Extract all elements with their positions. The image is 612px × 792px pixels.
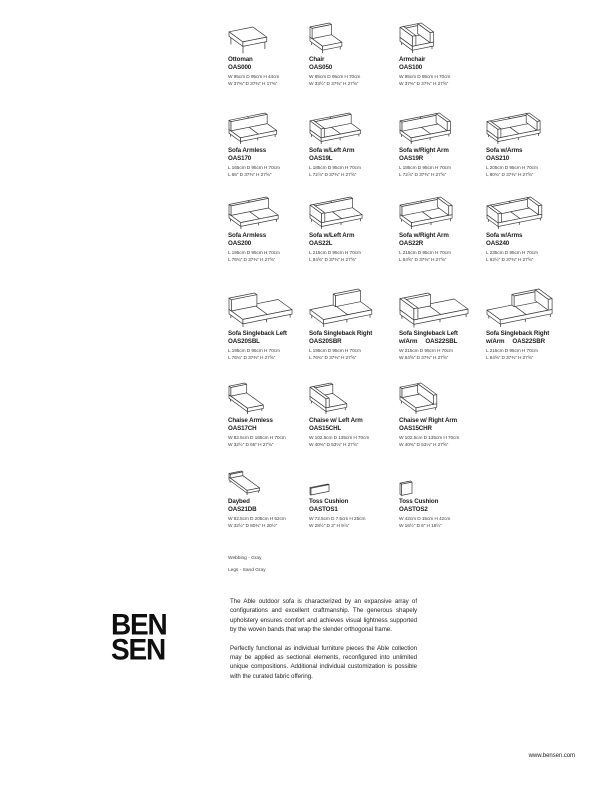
- product-code: OAS17CH: [228, 425, 257, 432]
- product-cell-OAS240: [486, 196, 568, 265]
- cushion-flat-drawing-icon: [309, 483, 330, 496]
- logo-line-2: SEN: [111, 632, 165, 666]
- product-code: OAS19L: [309, 155, 333, 162]
- product-name: Armchair: [399, 56, 426, 63]
- chair-drawing-icon: [309, 22, 343, 54]
- product-dimensions-imperial: L 80¾" D 37⅜" H 27⅝": [486, 173, 534, 179]
- product-name: Sofa w/Right Arm: [399, 147, 449, 154]
- product-dimensions-imperial: L 76¾" D 37⅜" H 27⅝": [228, 356, 276, 362]
- product-cell-OAS22R: [399, 196, 481, 265]
- product-dimensions-metric: L 215cm D 95cm H 70cm: [309, 250, 361, 256]
- collection-description: [230, 597, 417, 690]
- product-code: OAS15CHL: [309, 425, 342, 432]
- product-dimensions-metric: W 72.5cm D 7.5cm H 25cm: [309, 516, 366, 522]
- product-cell-OAS22SBR: [486, 288, 568, 363]
- product-dimensions-metric: L 235cm D 95cm H 70cm: [486, 250, 538, 256]
- product-dimensions-metric: L 195cm D 95cm H 70cm: [309, 348, 361, 354]
- product-drawing: [486, 196, 568, 232]
- ottoman-drawing-icon: [228, 26, 268, 54]
- product-drawing: [309, 112, 391, 147]
- product-name: Sofa w/Left Arm: [309, 147, 355, 154]
- product-dimensions-imperial: L 76¾" D 37⅜" H 27⅝": [309, 356, 357, 362]
- product-dimensions-metric: W 102.5cm D 135cm H 70cm: [309, 435, 370, 441]
- product-dimensions-metric: W 102.5cm D 135cm H 70cm: [399, 435, 460, 441]
- product-code: OAS19R: [399, 155, 424, 162]
- product-cell-OAS170: [228, 112, 310, 180]
- product-drawing: [486, 112, 568, 147]
- product-code: OAS15CHR: [399, 425, 432, 432]
- product-code: OAS22SBR: [512, 338, 545, 345]
- product-subname-label: w/Arm: [399, 338, 418, 345]
- product-cell-OAS15CHR: [399, 382, 481, 450]
- product-cell-OAS20SBL: [228, 288, 310, 363]
- product-dimensions-imperial: W 40⅜" D 53⅛" H 27⅝": [399, 443, 449, 449]
- product-dimensions-metric: L 195cm D 95cm H 70cm: [228, 250, 280, 256]
- sofa-left-arm-drawing-icon: [309, 112, 361, 145]
- product-name: Sofa Singleback Right: [309, 330, 373, 337]
- product-drawing: [228, 112, 310, 147]
- product-dimensions-metric: L 215cm D 95cm H 70cm: [486, 348, 538, 354]
- product-cell-OAS20SBR: [309, 288, 391, 363]
- product-drawing: [309, 382, 391, 417]
- sofa-left-arm-drawing-icon: [309, 196, 363, 230]
- product-drawing: [228, 288, 310, 330]
- singleback-left-drawing-icon: [228, 292, 293, 328]
- product-dimensions-metric: W 85cm D 95cm H 70cm: [309, 74, 361, 80]
- product-cell-OAS15CHL: [309, 382, 391, 450]
- product-code: OAS22R: [399, 240, 424, 247]
- sofa-armless-drawing-icon: [228, 196, 279, 230]
- product-name: Sofa w/Right Arm: [399, 232, 449, 239]
- product-drawing: [309, 22, 391, 56]
- cushion-square-drawing-icon: [399, 480, 413, 496]
- product-dimensions-imperial: L 76¾" D 37⅜" H 27⅝": [228, 258, 276, 264]
- product-drawing: [399, 22, 481, 56]
- product-dimensions-metric: W 82.5cm D 165cm H 70cm: [228, 435, 286, 441]
- product-drawing: [399, 112, 481, 147]
- product-code: OAS20SBR: [309, 338, 342, 345]
- sofa-arms-drawing-icon: [486, 196, 543, 230]
- product-dimensions-metric: L 205cm D 95cm H 70cm: [486, 165, 538, 171]
- product-dimensions-imperial: W 32½" D 80¾" H 20½": [228, 524, 278, 530]
- product-dimensions-imperial: W 37⅜" D 37⅜" H 27⅝": [399, 82, 449, 88]
- product-dimensions-metric: W 95cm D 95cm H 44cm: [228, 74, 280, 80]
- product-cell-OAS200: [228, 196, 310, 265]
- product-name: Chair: [309, 56, 325, 63]
- sofa-right-arm-drawing-icon: [399, 112, 451, 145]
- product-dimensions-imperial: W 37⅜" D 37⅜" H 17⅜": [228, 82, 278, 88]
- product-name: Sofa Armless: [228, 232, 267, 239]
- product-cell-OASTOS1: [309, 470, 391, 531]
- product-dimensions-metric: L 165cm D 95cm H 70cm: [228, 165, 280, 171]
- description-paragraph-1: The Able outdoor sofa is characterized by an expansive array of configurations and excellent craftmanship. The generous shapely upholstery ensures comfort and achieves visual lightness supported by the woven bands that wrap the slender orthogonal frame.: [230, 598, 417, 633]
- product-name: Chaise w/ Left Arm: [309, 417, 363, 424]
- product-dimensions-imperial: W 32½" D 65" H 27⅝": [228, 443, 274, 449]
- product-code: OASTOS1: [309, 506, 338, 513]
- product-dimensions-imperial: L 92½" D 37⅜" H 27⅝": [486, 258, 534, 264]
- product-dimensions-metric: W 42cm D 15cm H 42cm: [399, 516, 451, 522]
- product-code: OAS170: [228, 155, 252, 162]
- product-cell-OAS050: [309, 22, 391, 89]
- product-code: OAS200: [228, 240, 252, 247]
- product-drawing: [309, 288, 391, 330]
- product-name: Sofa Singleback Left: [399, 330, 458, 337]
- product-name: Sofa Singleback Right: [486, 330, 550, 337]
- product-code: OAS000: [228, 64, 252, 71]
- product-code: OAS20SBL: [228, 338, 260, 345]
- description-paragraph-2: Perfectly functional as individual furniture pieces the Able collection may be applied as sectional elements, reconfigured into unlimited unique compositions. Additional individual customization is possible with the curated fabric offering.: [230, 644, 417, 680]
- product-name: Toss Cushion: [399, 498, 439, 505]
- product-name: Sofa w/Arms: [486, 147, 523, 154]
- singleback-right-arm-drawing-icon: [486, 288, 553, 328]
- product-name: Chaise w/ Right Arm: [399, 417, 458, 424]
- product-name: Sofa w/Left Arm: [309, 232, 355, 239]
- product-dimensions-metric: W 215cm D 95cm H 70cm: [399, 348, 453, 354]
- product-drawing: [228, 382, 310, 417]
- product-name: Chaise Armless: [228, 417, 273, 424]
- product-dimensions-imperial: L 65" D 37⅜" H 27⅝": [228, 173, 272, 179]
- product-name: Daybed: [228, 498, 250, 505]
- product-cell-OAS21DB: [228, 470, 310, 531]
- product-dimensions-metric: L 185cm D 95cm H 70cm: [399, 165, 451, 171]
- product-drawing: [399, 470, 481, 498]
- product-drawing: [228, 196, 310, 232]
- sofa-right-arm-drawing-icon: [399, 196, 453, 230]
- product-code: OAS21DB: [228, 506, 257, 513]
- product-cell-OAS17CH: [228, 382, 310, 450]
- sofa-arms-drawing-icon: [486, 112, 541, 145]
- product-code: OAS22L: [309, 240, 333, 247]
- chaise-right-arm-drawing-icon: [399, 382, 438, 415]
- armchair-drawing-icon: [399, 22, 435, 54]
- chaise-drawing-icon: [228, 382, 264, 415]
- bensen-logo: [111, 607, 167, 666]
- product-dimensions-imperial: W 84⅝" D 37⅜" H 27⅝": [399, 356, 449, 362]
- product-subname: [399, 338, 481, 346]
- product-name: Sofa w/Arms: [486, 232, 523, 239]
- product-name: Ottoman: [228, 56, 253, 63]
- product-drawing: [399, 196, 481, 232]
- logo-line-1: BEN: [111, 607, 167, 641]
- product-subname-label: w/Arm: [486, 338, 505, 345]
- product-dimensions-metric: L 215cm D 95cm H 70cm: [399, 250, 451, 256]
- daybed-drawing-icon: [228, 470, 261, 496]
- product-drawing: [399, 382, 481, 417]
- product-dimensions-imperial: L 84⅝" D 37⅜" H 27⅝": [399, 258, 447, 264]
- product-drawing: [228, 470, 310, 498]
- product-dimensions-imperial: L 84⅝" D 37⅜" H 27⅝": [309, 258, 357, 264]
- product-drawing: [309, 196, 391, 232]
- product-dimensions-imperial: L 84⅝" D 37⅜" H 27⅝": [486, 356, 534, 362]
- product-code: OAS240: [486, 240, 510, 247]
- product-dimensions-imperial: W 33½" D 37⅜" H 27⅝": [309, 82, 359, 88]
- product-drawing: [486, 288, 568, 330]
- product-name: Sofa Singleback Left: [228, 330, 287, 337]
- product-name: Sofa Armless: [228, 147, 267, 154]
- product-cell-OAS19L: [309, 112, 391, 180]
- sofa-armless-drawing-icon: [228, 112, 278, 145]
- product-cell-OAS22L: [309, 196, 391, 265]
- singleback-right-drawing-icon: [309, 288, 373, 328]
- webbing-note: Webbing - Gray: [228, 556, 262, 561]
- product-dimensions-imperial: W 16½" D 6" H 16½": [399, 524, 442, 530]
- legs-note: Legs - Sand Gray: [228, 567, 266, 573]
- material-notes: [228, 553, 266, 576]
- product-dimensions-metric: L 195cm D 95cm H 70cm: [228, 348, 280, 354]
- product-code: OAS210: [486, 155, 510, 162]
- product-dimensions-imperial: L 72⅞" D 37⅜" H 27⅝": [399, 173, 447, 179]
- product-code: OASTOS2: [399, 506, 428, 513]
- product-code: OAS050: [309, 64, 333, 71]
- product-dimensions-metric: W 82.5cm D 205cm H 52cm: [228, 516, 286, 522]
- product-dimensions-metric: L 185cm D 95cm H 70cm: [309, 165, 361, 171]
- product-drawing: [399, 288, 481, 330]
- product-dimensions-imperial: L 72⅞" D 37⅜" H 27⅝": [309, 173, 357, 179]
- product-cell-OAS22SBL: [399, 288, 481, 363]
- product-subname: [486, 338, 568, 346]
- product-code: OAS22SBL: [425, 338, 458, 345]
- product-drawing: [228, 22, 310, 56]
- product-dimensions-metric: W 95cm D 95cm H 70cm: [399, 74, 451, 80]
- chaise-left-arm-drawing-icon: [309, 382, 348, 415]
- product-drawing: [309, 470, 391, 498]
- product-cell-OAS000: [228, 22, 310, 89]
- singleback-left-arm-drawing-icon: [399, 292, 469, 329]
- product-cell-OAS210: [486, 112, 568, 180]
- product-cell-OAS100: [399, 22, 481, 89]
- product-code: OAS100: [399, 64, 423, 71]
- product-name: Toss Cushion: [309, 498, 349, 505]
- footer-url: www.bensen.com: [528, 753, 575, 759]
- product-cell-OASTOS2: [399, 470, 481, 531]
- product-dimensions-imperial: W 28½" D 3" H 9⅞": [309, 524, 350, 530]
- product-cell-OAS19R: [399, 112, 481, 180]
- product-dimensions-imperial: W 40⅜" D 53⅛" H 27⅝": [309, 443, 359, 449]
